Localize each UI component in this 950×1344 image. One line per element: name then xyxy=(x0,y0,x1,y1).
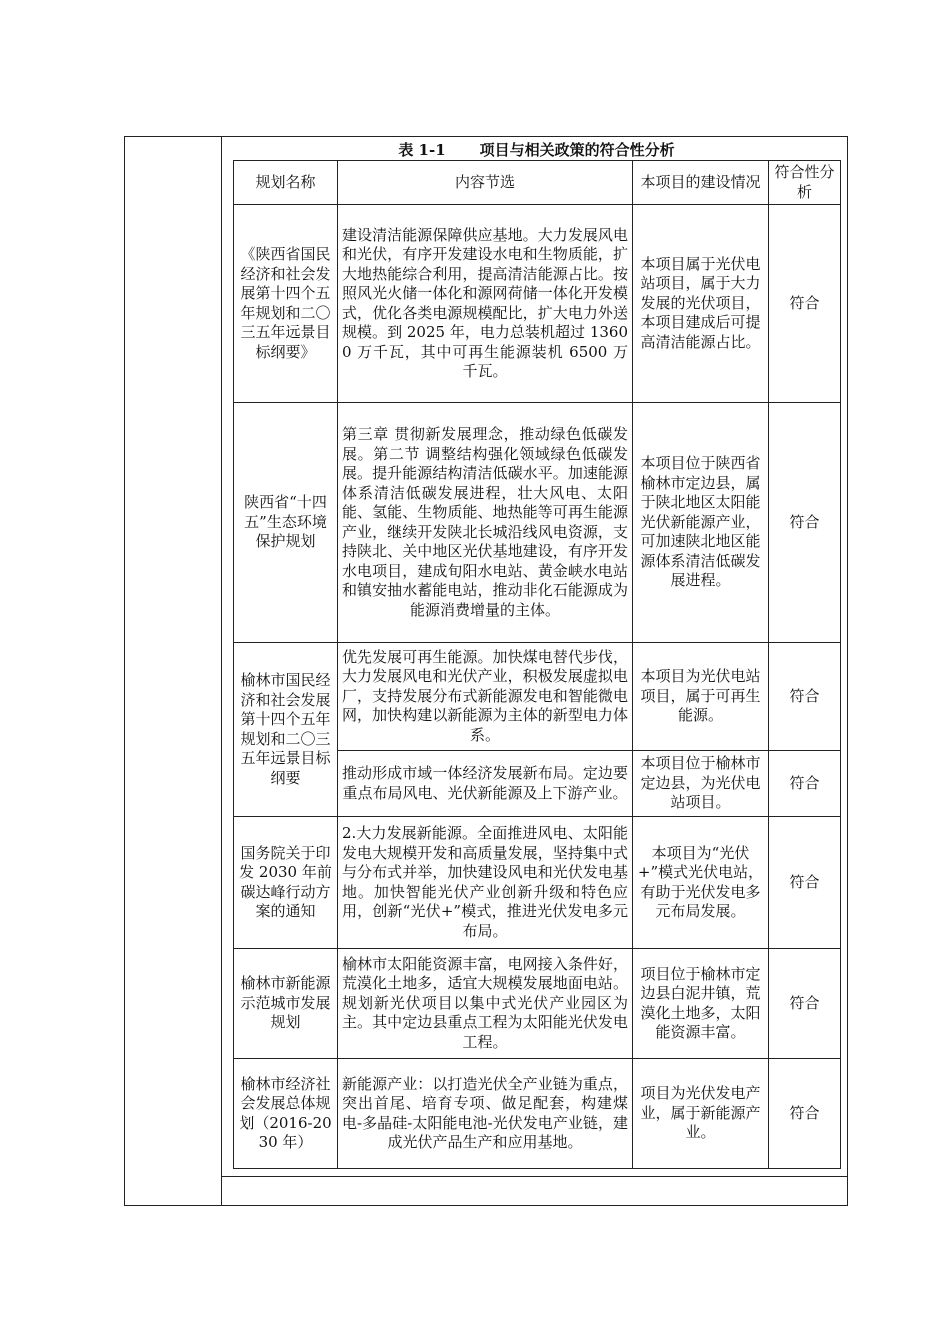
table-header-row xyxy=(234,161,841,205)
status-cell: 本项目为光伏电站项目，属于可再生能源。 xyxy=(633,643,769,751)
compliance-cell: 符合 xyxy=(769,205,841,403)
policy-compliance-table xyxy=(233,160,841,1169)
plan-name-cell: 国务院关于印发 2030 年前碳达峰行动方案的通知 xyxy=(234,817,338,949)
table-row xyxy=(234,949,841,1059)
header-plan-name: 规划名称 xyxy=(234,161,338,205)
compliance-cell: 符合 xyxy=(769,643,841,751)
left-column-divider xyxy=(221,136,222,1206)
content-cell: 推动形成市域一体经济发展新布局。定边要重点布局风电、光伏新能源及上下游产业。 xyxy=(338,751,633,817)
compliance-cell: 符合 xyxy=(769,817,841,949)
table-row xyxy=(234,1059,841,1169)
compliance-cell: 符合 xyxy=(769,1059,841,1169)
plan-name-cell: 榆林市国民经济和社会发展第十四个五年规划和二〇三五年远景目标纲要 xyxy=(234,643,338,817)
table-number: 表 1-1 xyxy=(398,141,446,159)
status-cell: 本项目位于榆林市定边县，为光伏电站项目。 xyxy=(633,751,769,817)
compliance-cell: 符合 xyxy=(769,751,841,817)
compliance-cell: 符合 xyxy=(769,403,841,643)
content-cell: 优先发展可再生能源。加快煤电替代步伐，大力发展风电和光伏产业，积极发展虚拟电厂，支持发展分布式新能源发电和智能微电网，加快构建以新能源为主体的新型电力体系。 xyxy=(338,643,633,751)
table-row xyxy=(234,403,841,643)
table-title: 项目与相关政策的符合性分析 xyxy=(479,141,675,159)
table-row xyxy=(234,643,841,751)
status-cell: 本项目属于光伏电站项目，属于大力发展的光伏项目，本项目建成后可提高清洁能源占比。 xyxy=(633,205,769,403)
bottom-divider xyxy=(221,1176,848,1177)
plan-name-cell: 榆林市新能源示范城市发展规划 xyxy=(234,949,338,1059)
content-cell: 第三章 贯彻新发展理念，推动绿色低碳发展。第二节 调整结构强化领域绿色低碳发展。提升能源结构清洁低碳水平。加速能源体系清洁低碳发展进程，壮大风电、太阳能、氢能、生物质能、地热能等可再生能源产业，继续开发陕北长城沿线风电资源，支持陕北、关中地区光伏基地建设，有序开发水电项目，建成旬阳水电站、黄金峡水电站和镇安抽水蓄能电站，推动非化石能源成为能源消费增量的主体。 xyxy=(338,403,633,643)
table-caption xyxy=(233,140,840,160)
header-content: 内容节选 xyxy=(338,161,633,205)
plan-name-cell: 陕西省“十四五”生态环境保护规划 xyxy=(234,403,338,643)
content-cell: 建设清洁能源保障供应基地。大力发展风电和光伏，有序开发建设水电和生物质能，扩大地热能综合利用，提高清洁能源占比。按照风光火储一体化和源网荷储一体化开发模式，优化各类电源规模配比，扩大电力外送规模。到 2025 年，电力总装机超过 13600 万千瓦，其中可再生能源装机 6500 万千瓦。 xyxy=(338,205,633,403)
table-row xyxy=(234,205,841,403)
header-status: 本项目的建设情况 xyxy=(633,161,769,205)
plan-name-cell: 榆林市经济社会发展总体规划（2016-2030 年） xyxy=(234,1059,338,1169)
status-cell: 本项目位于陕西省榆林市定边县，属于陕北地区太阳能光伏新能源产业，可加速陕北地区能源体系清洁低碳发展进程。 xyxy=(633,403,769,643)
content-cell: 榆林市太阳能资源丰富，电网接入条件好，荒漠化土地多，适宜大规模发展地面电站。规划新光伏项目以集中式光伏产业园区为主。其中定边县重点工程为太阳能光伏发电工程。 xyxy=(338,949,633,1059)
status-cell: 项目位于榆林市定边县白泥井镇，荒漠化土地多，太阳能资源丰富。 xyxy=(633,949,769,1059)
status-cell: 项目为光伏发电产业，属于新能源产业。 xyxy=(633,1059,769,1169)
compliance-cell: 符合 xyxy=(769,949,841,1059)
content-cell: 新能源产业：以打造光伏全产业链为重点，突出首尾、培育专项、做足配套，构建煤电-多晶硅-太阳能电池-光伏发电产业链，建成光伏产品生产和应用基地。 xyxy=(338,1059,633,1169)
table-row xyxy=(234,817,841,949)
status-cell: 本项目为“光伏+”模式光伏电站，有助于光伏发电多元布局发展。 xyxy=(633,817,769,949)
plan-name-cell: 《陕西省国民经济和社会发展第十四个五年规划和二〇三五年远景目标纲要》 xyxy=(234,205,338,403)
header-compliance: 符合性分析 xyxy=(769,161,841,205)
content-cell: 2.大力发展新能源。全面推进风电、太阳能发电大规模开发和高质量发展，坚持集中式与分布式并举，加快建设风电和光伏发电基地。加快智能光伏产业创新升级和特色应用，创新“光伏+”模式，推进光伏发电多元布局。 xyxy=(338,817,633,949)
